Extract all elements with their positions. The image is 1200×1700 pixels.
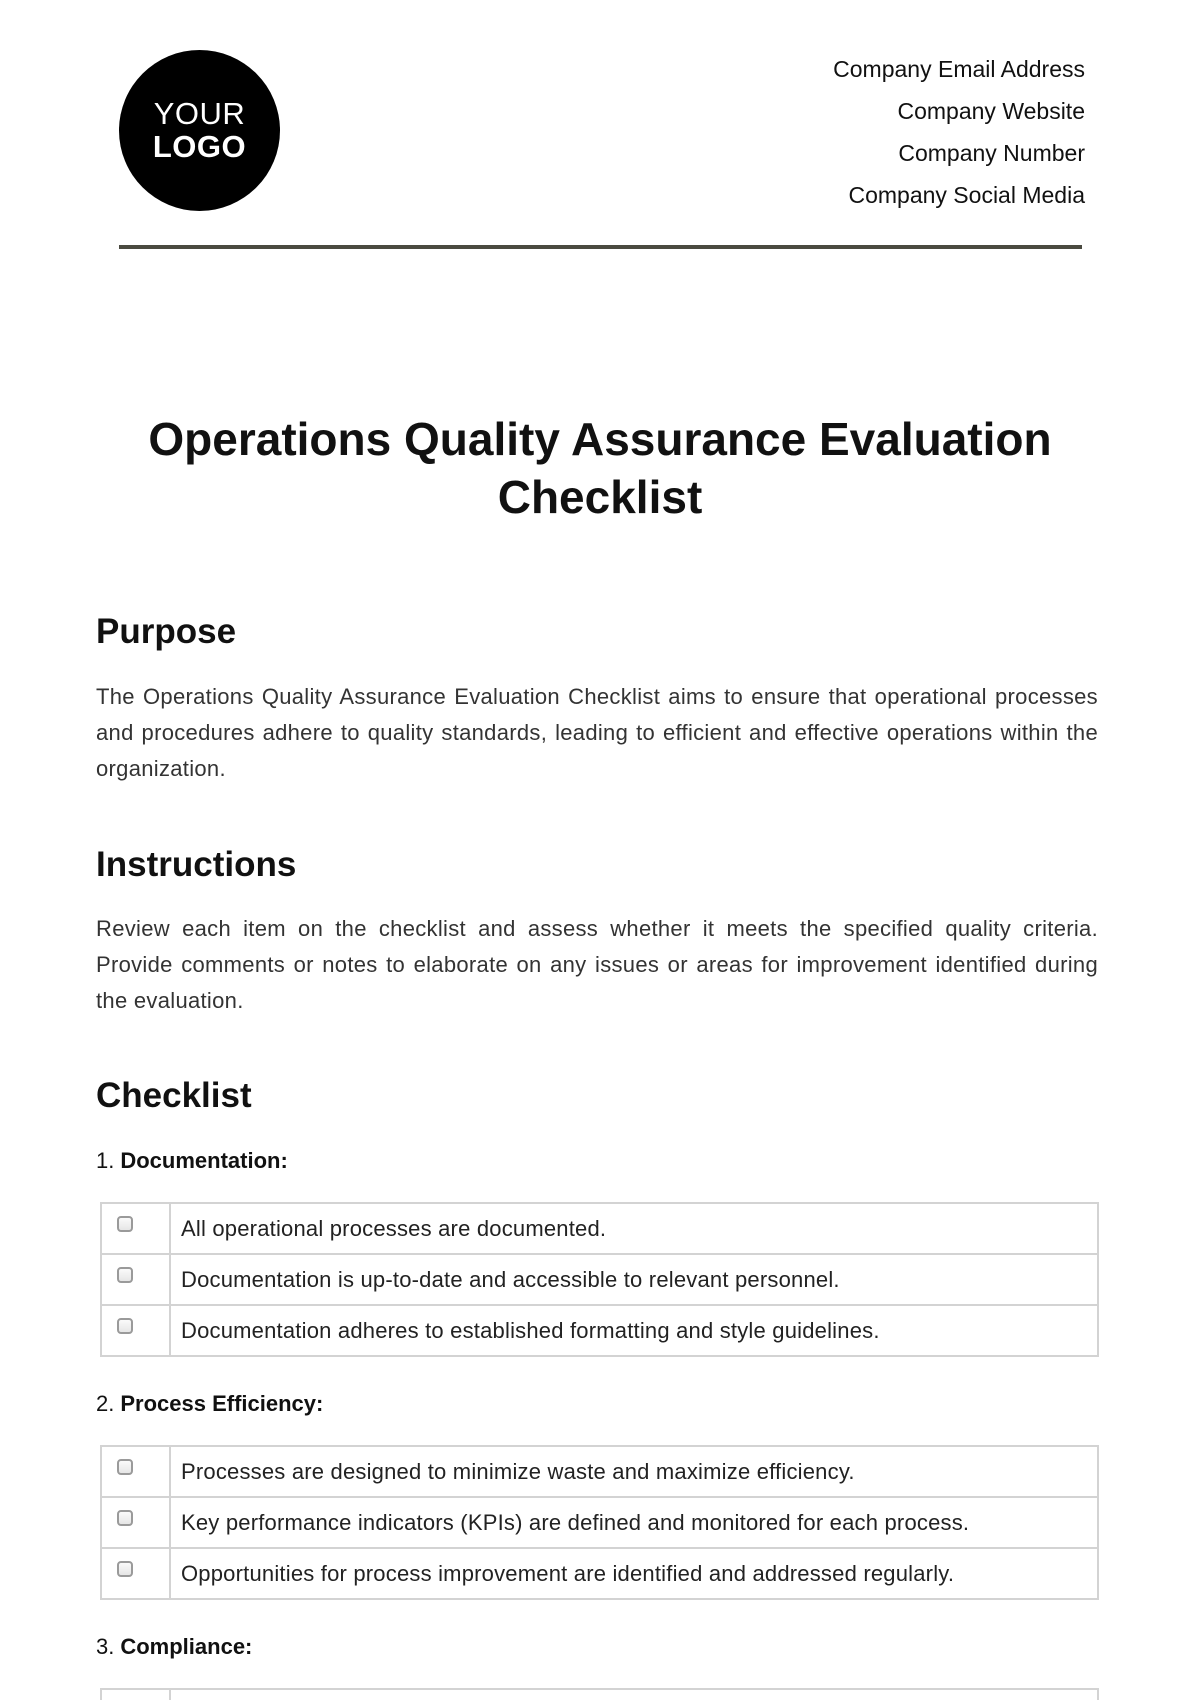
company-social-media: Company Social Media: [848, 182, 1085, 208]
checkbox[interactable]: [117, 1216, 133, 1232]
checklist-row: [101, 1203, 1098, 1254]
checkbox[interactable]: [117, 1510, 133, 1526]
document-title: Operations Quality Assurance Evaluation Checklist: [148, 413, 1052, 523]
company-website: Company Website: [897, 98, 1085, 124]
header-divider: [119, 245, 1082, 249]
checklist-row: [101, 1254, 1098, 1305]
checkbox[interactable]: [117, 1561, 133, 1577]
purpose-heading: Purpose: [96, 612, 237, 651]
checklist-row: [101, 1446, 1098, 1497]
checklist-item-text: Opportunities for process improvement are identified and addressed regularly.: [170, 1548, 1098, 1599]
checklist-group-process-efficiency: [96, 1391, 323, 1417]
group-name: Documentation:: [120, 1148, 288, 1173]
checklist-row: [101, 1497, 1098, 1548]
checklist-item-text: Processes are designed to minimize waste and maximize efficiency.: [170, 1446, 1098, 1497]
checkbox[interactable]: [117, 1267, 133, 1283]
logo-text-top: YOUR: [153, 95, 246, 131]
company-email: Company Email Address: [833, 56, 1085, 82]
checklist-group-compliance: [96, 1634, 252, 1660]
checklist-row: [101, 1305, 1098, 1356]
checklist-group-documentation: [96, 1148, 288, 1174]
company-number: Company Number: [898, 140, 1085, 166]
checkbox[interactable]: [117, 1459, 133, 1475]
checklist-item-text: [170, 1689, 1098, 1700]
checklist-row: [101, 1689, 1098, 1700]
checklist-item-text: Key performance indicators (KPIs) are defined and monitored for each process.: [170, 1497, 1098, 1548]
checklist-table-process-efficiency: [100, 1445, 1099, 1600]
group-name: Process Efficiency:: [120, 1391, 324, 1416]
company-logo: [119, 50, 280, 211]
instructions-heading: Instructions: [96, 845, 297, 884]
checklist-table-documentation: [100, 1202, 1099, 1357]
checklist-item-text: Documentation is up-to-date and accessible to relevant personnel.: [170, 1254, 1098, 1305]
instructions-text: Review each item on the checklist and assess whether it meets the specified quality criteria. Provide comments or notes to elaborate on any issues or areas for improvement identified during the evaluation.: [96, 916, 1098, 1013]
company-contact-block: [833, 52, 1085, 220]
checklist-table-compliance: [100, 1688, 1099, 1700]
group-number: 3.: [96, 1634, 115, 1659]
checklist-row: [101, 1548, 1098, 1599]
logo-text-bottom: LOGO: [152, 128, 247, 164]
checklist-heading: Checklist: [96, 1076, 252, 1115]
checkbox[interactable]: [117, 1318, 133, 1334]
checklist-item-text: All operational processes are documented.: [170, 1203, 1098, 1254]
purpose-text: The Operations Quality Assurance Evaluation Checklist aims to ensure that operational processes and procedures adhere to quality standards, leading to efficient and effective operations within the organization.: [96, 684, 1098, 781]
group-number: 2.: [96, 1391, 115, 1416]
group-name: Compliance:: [120, 1634, 253, 1659]
group-number: 1.: [96, 1148, 115, 1173]
checklist-item-text: Documentation adheres to established formatting and style guidelines.: [170, 1305, 1098, 1356]
